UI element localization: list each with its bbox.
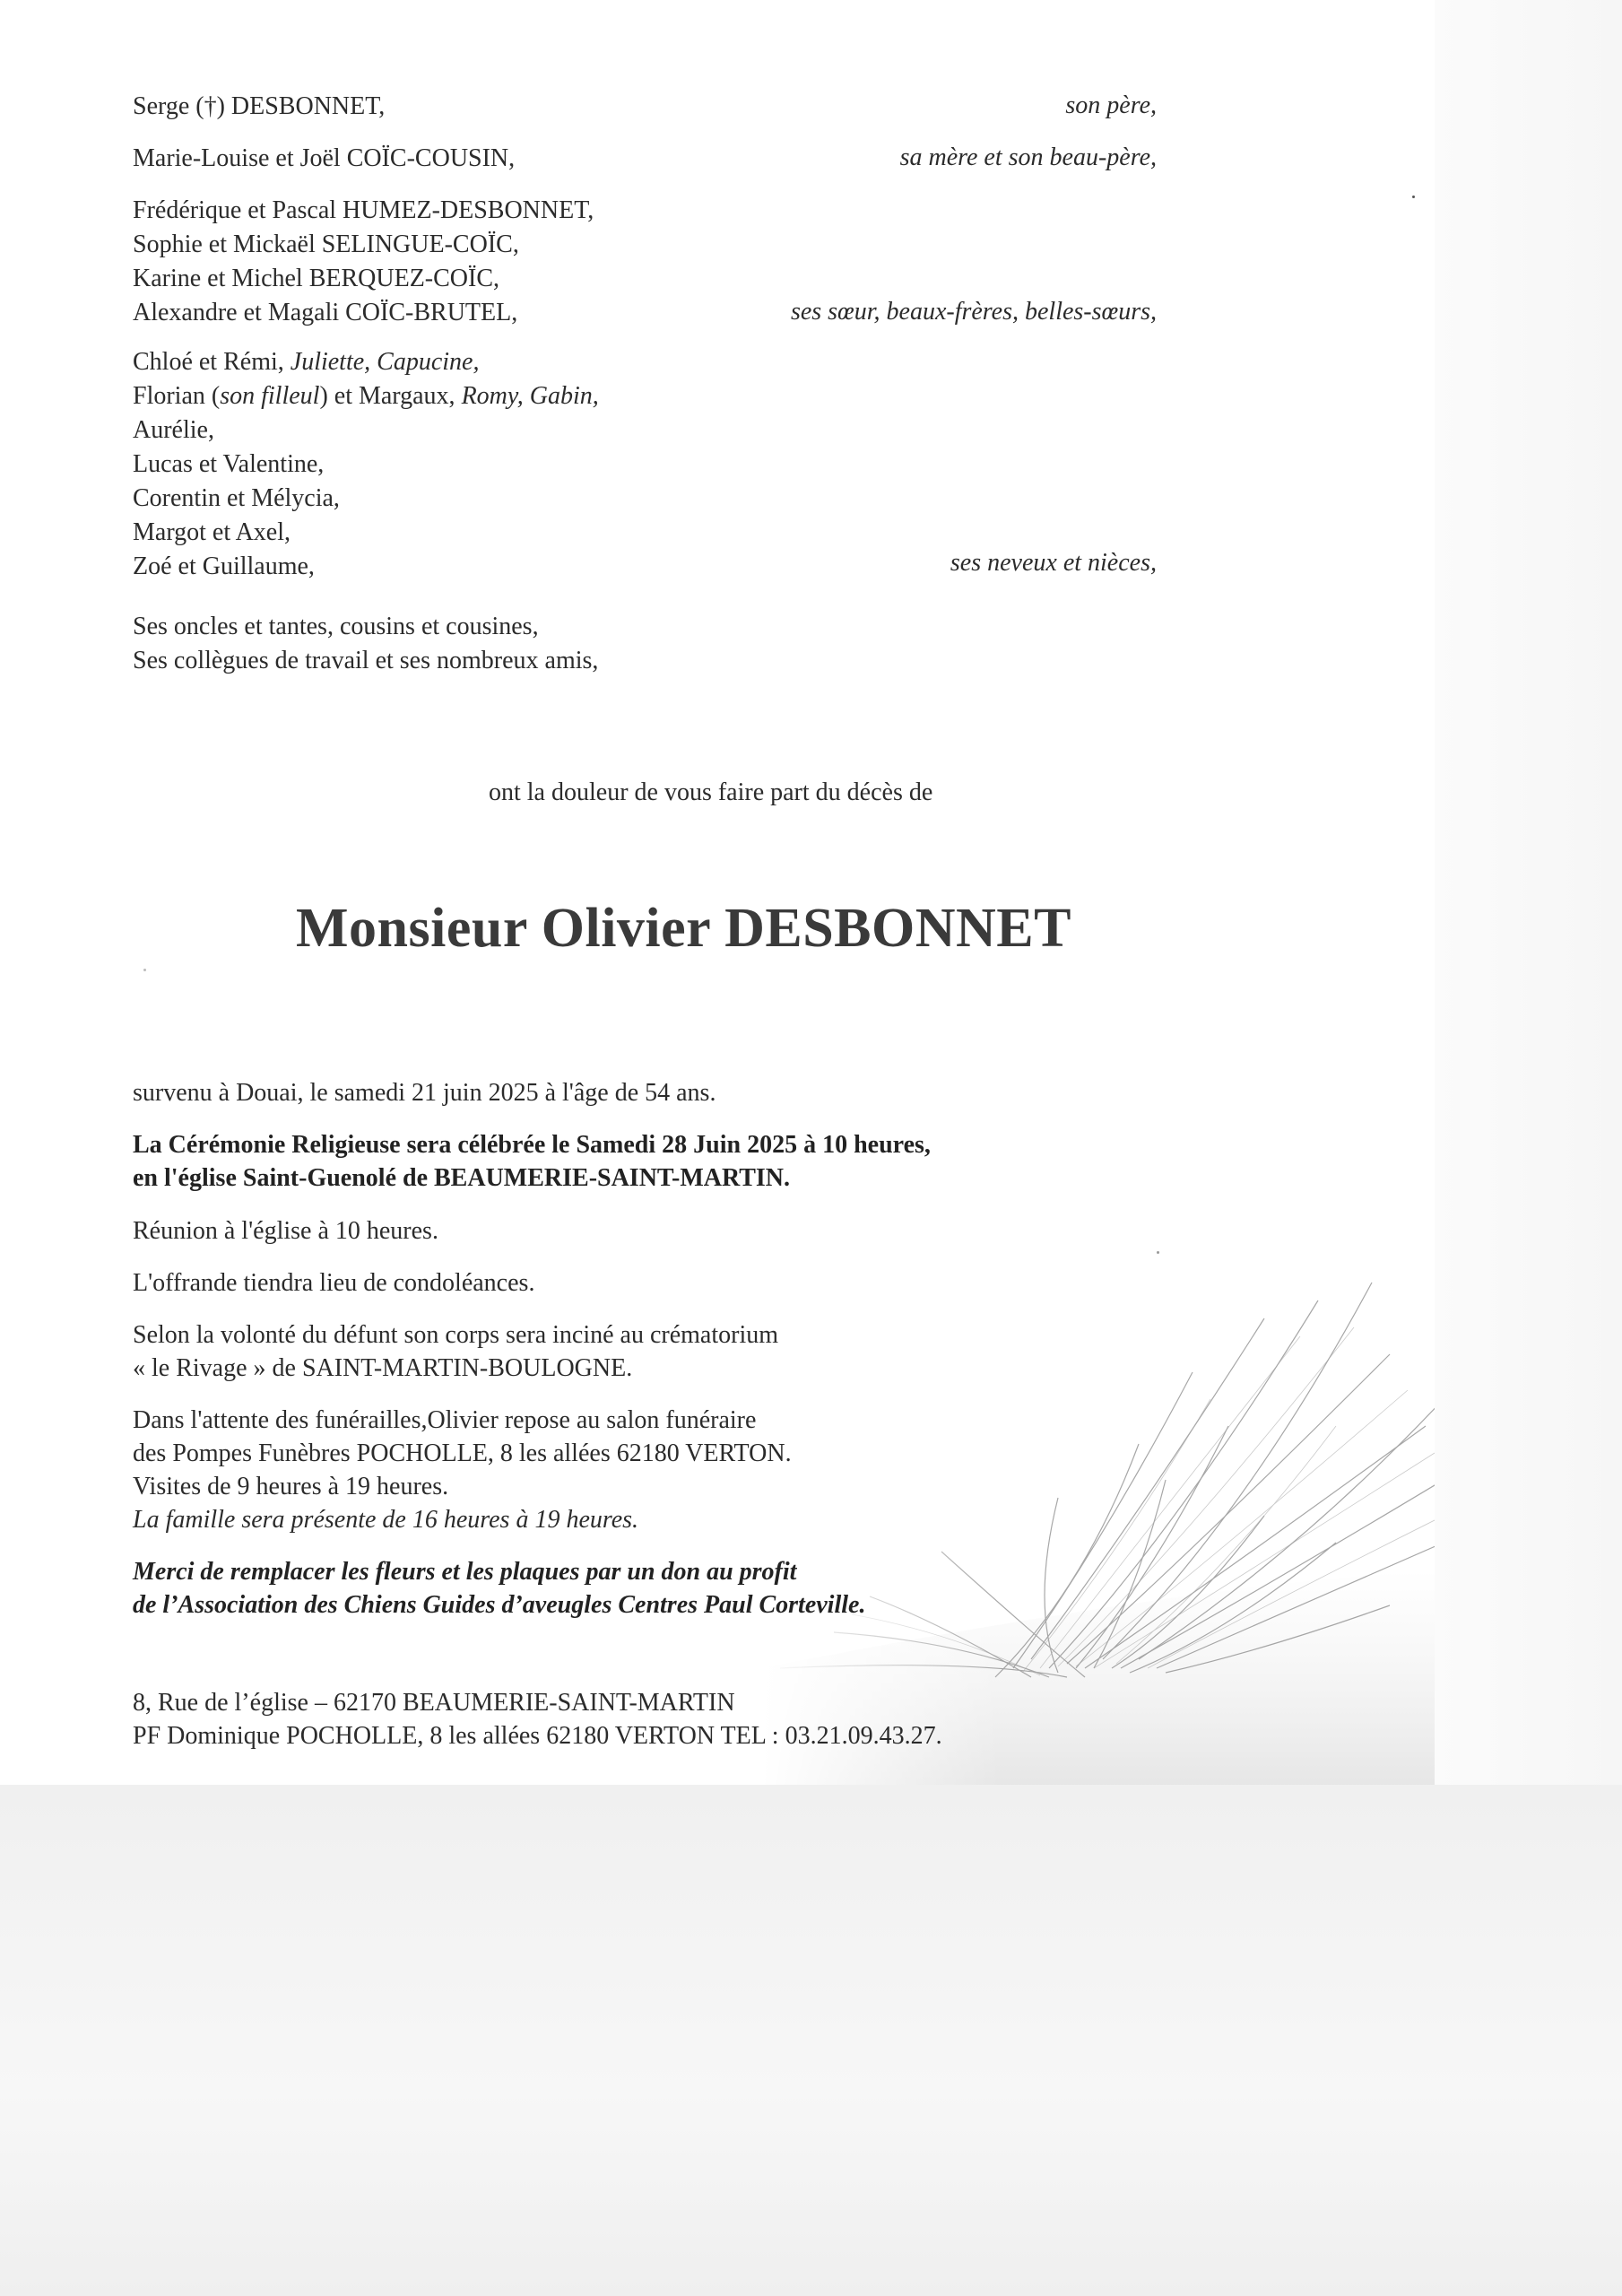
deceased-name: Monsieur Olivier DESBONNET [296, 898, 1072, 959]
scan-margin-right [1435, 0, 1622, 1785]
mother-relation: sa mère et son beau-père, [899, 144, 1157, 171]
sibling-line: Alexandre et Magali COÏC-BRUTEL, [133, 299, 518, 326]
sibling-line: Frédérique et Pascal HUMEZ-DESBONNET, [133, 196, 594, 224]
cremation-info: Selon la volonté du défunt son corps sera inciné au crématorium « le Rivage » de SAINT-MARTIN-BOULOGNE. [133, 1321, 779, 1382]
funeral-home-info: Dans l'attente des funérailles,Olivier repose au salon funéraire des Pompes Funèbres POCHOLLE, 8 les allées 62180 VERTON. Visites de 9 heures à 19 heures. [133, 1406, 792, 1500]
nephew-line: Florian (son filleul) et Margaux, Romy, Gabin, [133, 382, 599, 410]
extended-line: Ses oncles et tantes, cousins et cousines, [133, 613, 539, 640]
ceremony-info: La Cérémonie Religieuse sera célébrée le Samedi 28 Juin 2025 à 10 heures, en l'église Saint-Guenolé de BEAUMERIE-SAINT-MARTIN. [133, 1131, 931, 1192]
nephews-list [133, 345, 599, 584]
dune-grass-illustration [762, 1247, 1435, 1785]
nephew-line: Corentin et Mélycia, [133, 484, 340, 512]
siblings-relation: ses sœur, beaux-frères, belles-sœurs, [790, 298, 1157, 326]
donation-request: Merci de remplacer les fleurs et les plaques par un don au profit de l’Association des Chiens Guides d’aveugles Centres Paul Corteville. [133, 1558, 866, 1619]
nephew-line: Aurélie, [133, 416, 214, 444]
footer-address: 8, Rue de l’église – 62170 BEAUMERIE-SAINT-MARTIN [133, 1689, 735, 1717]
nephew-line: Zoé et Guillaume, [133, 552, 315, 580]
nephew-line: Margot et Axel, [133, 518, 291, 546]
extended-family [133, 610, 598, 678]
nephew-line: Lucas et Valentine, [133, 450, 325, 478]
scan-speck [1412, 196, 1415, 198]
father-relation: son père, [1065, 91, 1157, 119]
scan-speck [1157, 1251, 1159, 1254]
sibling-line: Sophie et Mickaël SELINGUE-COÏC, [133, 230, 519, 258]
nephews-relation: ses neveux et nièces, [950, 549, 1157, 577]
announcement-text: ont la douleur de vous faire part du décès de [489, 778, 933, 806]
scan-margin-bottom [0, 1785, 1622, 2296]
sibling-line: Karine et Michel BERQUEZ-COÏC, [133, 265, 500, 292]
scan-speck [143, 969, 146, 971]
father-name: Serge (†) DESBONNET, [133, 92, 386, 120]
siblings-list [133, 194, 594, 330]
mother-name: Marie-Louise et Joël COÏC-COUSIN, [133, 144, 516, 172]
meeting-info: Réunion à l'église à 10 heures. [133, 1217, 438, 1245]
extended-line: Ses collègues de travail et ses nombreux amis, [133, 647, 599, 674]
nephew-line: Chloé et Rémi, Juliette, Capucine, [133, 348, 480, 376]
family-presence: La famille sera présente de 16 heures à 19 heures. [133, 1506, 639, 1534]
offering-info: L'offrande tiendra lieu de condoléances. [133, 1269, 535, 1297]
death-notice: survenu à Douai, le samedi 21 juin 2025 à l'âge de 54 ans. [133, 1079, 716, 1107]
footer-funeral-director: PF Dominique POCHOLLE, 8 les allées 62180 VERTON TEL : 03.21.09.43.27. [133, 1722, 942, 1750]
